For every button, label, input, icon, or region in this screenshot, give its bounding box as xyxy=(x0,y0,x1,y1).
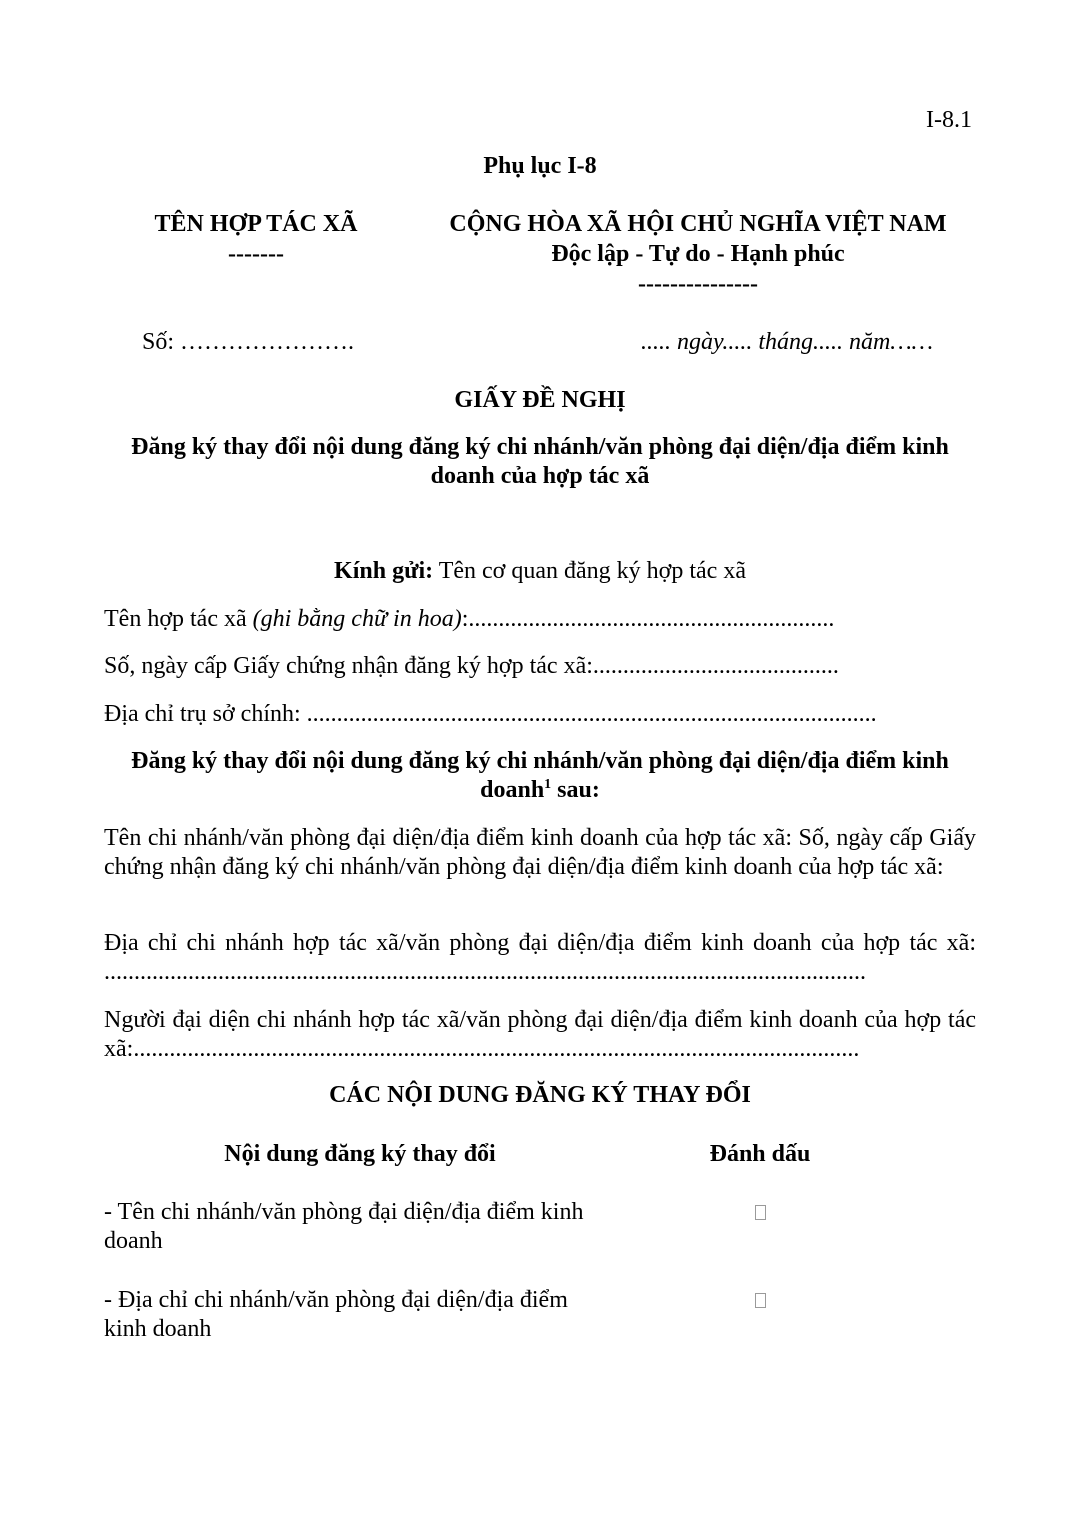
form-code: I-8.1 xyxy=(926,107,972,133)
change-checkbox[interactable] xyxy=(755,1205,766,1220)
changes-title: CÁC NỘI DUNG ĐĂNG KÝ THAY ĐỔI xyxy=(329,1082,751,1108)
appendix-title: Phụ lục I-8 xyxy=(483,153,597,179)
national-title: CỘNG HÒA XÃ HỘI CHỦ NGHĨA VIỆT NAM xyxy=(449,211,947,237)
section-heading-text: doanh xyxy=(480,777,545,803)
change-row-label-line2: doanh xyxy=(104,1228,163,1254)
document-title: GIẤY ĐỀ NGHỊ xyxy=(454,387,626,413)
column-header-mark: Đánh dấu xyxy=(709,1141,811,1167)
right-header-dashes: --------------- xyxy=(638,271,758,297)
change-row-label-line2: kinh doanh xyxy=(104,1316,212,1342)
certificate-field: Số, ngày cấp Giấy chứng nhận đăng ký hợp tác xã:......................................... xyxy=(104,653,839,679)
branch-representative-paragraph: Người đại diện chi nhánh hợp tác xã/văn phòng đại diện/địa điểm kinh doanh của hợp tác xã:......................................................................................................................... xyxy=(104,1007,976,1062)
section-heading-line2 xyxy=(104,777,976,804)
headquarters-field: Địa chỉ trụ sở chính: ............................................................................................... xyxy=(104,701,877,727)
coop-name-hint: (ghi bằng chữ in hoa) xyxy=(252,606,462,632)
document-number: Số: …………………. xyxy=(142,329,355,355)
branch-name-paragraph: Tên chi nhánh/văn phòng đại diện/địa điểm kinh doanh của hợp tác xã: Số, ngày cấp Giấy chứng nhận đăng ký chi nhánh/văn phòng đại diện/địa điểm kinh doanh của hợp tác xã: xyxy=(104,825,976,880)
national-motto: Độc lập - Tự do - Hạnh phúc xyxy=(551,241,845,267)
coop-name-label: Tên hợp tác xã xyxy=(104,606,253,632)
branch-address-paragraph: Địa chỉ chi nhánh hợp tác xã/văn phòng đại diện/địa điểm kinh doanh của hợp tác xã: ............................................................................................................................... xyxy=(104,930,976,985)
change-checkbox[interactable] xyxy=(755,1293,766,1308)
coop-name-field xyxy=(104,606,834,633)
recipient-value: Tên cơ quan đăng ký hợp tác xã xyxy=(433,558,746,584)
section-heading-tail: sau: xyxy=(551,777,600,803)
column-header-content: Nội dung đăng ký thay đổi xyxy=(224,1141,496,1167)
document-subtitle-line1: Đăng ký thay đổi nội dung đăng ký chi nhánh/văn phòng đại diện/địa điểm kinh xyxy=(131,434,949,460)
recipient-line xyxy=(104,558,976,585)
section-heading-line1: Đăng ký thay đổi nội dung đăng ký chi nhánh/văn phòng đại diện/địa điểm kinh xyxy=(131,748,949,774)
coop-name-dots: :............................................................. xyxy=(461,606,835,632)
document-subtitle-line2: doanh của hợp tác xã xyxy=(430,463,650,489)
change-row-label-line1: - Tên chi nhánh/văn phòng đại diện/địa điểm kinh xyxy=(104,1199,584,1225)
document-date: ..... ngày..... tháng..... năm…… xyxy=(641,329,934,355)
left-header-dashes: ------- xyxy=(228,241,284,267)
footnote-marker: 1 xyxy=(544,777,552,792)
coop-name-header: TÊN HỢP TÁC XÃ xyxy=(154,211,358,237)
change-row-label-line1: - Địa chỉ chi nhánh/văn phòng đại diện/địa điểm xyxy=(104,1287,568,1313)
recipient-label: Kính gửi: xyxy=(334,558,434,584)
